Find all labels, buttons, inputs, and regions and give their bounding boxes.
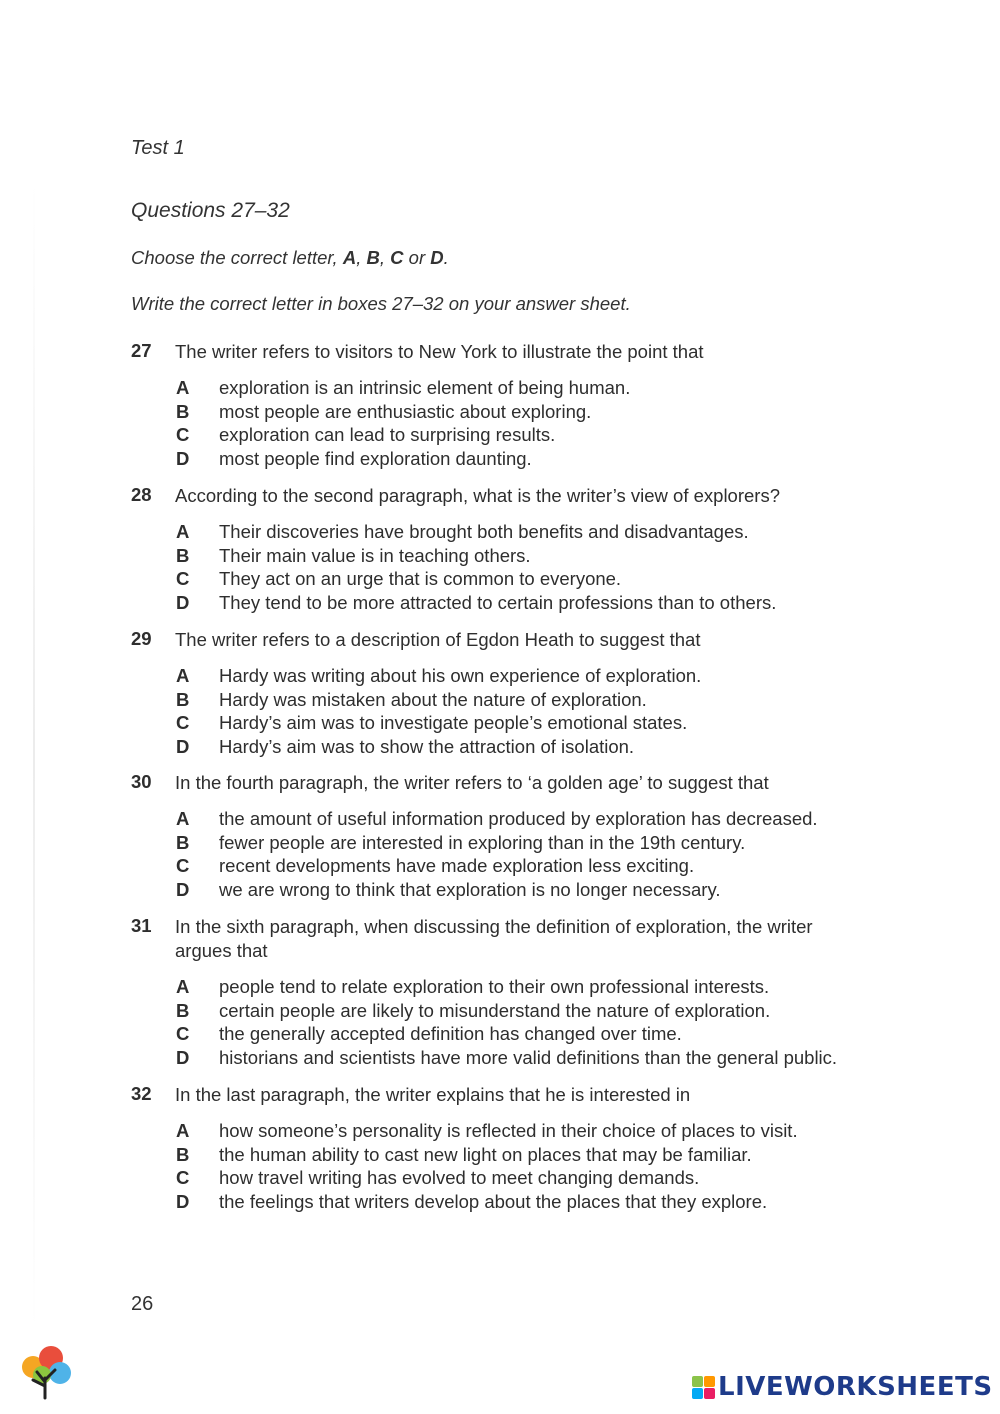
option-c[interactable]	[176, 1022, 901, 1046]
option-letter: A	[176, 1119, 190, 1141]
option-text: how travel writing has evolved to meet changing demands.	[219, 1167, 700, 1189]
option-a[interactable]	[176, 664, 901, 688]
option-d[interactable]	[176, 447, 901, 471]
options-list	[176, 975, 901, 1070]
question-number: 32	[131, 1083, 152, 1104]
question-29	[131, 628, 901, 759]
option-letter: C	[176, 1023, 190, 1045]
option-letter: C	[176, 1167, 190, 1189]
instruction-choose-letter: Choose the correct letter, A, B, C or D.	[131, 247, 449, 268]
question-number: 31	[131, 915, 152, 936]
option-b[interactable]	[176, 400, 901, 424]
option-b[interactable]	[176, 688, 901, 712]
option-text: the generally accepted definition has changed over time.	[219, 1023, 682, 1045]
option-text: how someone’s personality is reflected in their choice of places to visit.	[219, 1119, 798, 1141]
badge-tile	[692, 1388, 703, 1399]
option-letter: C	[176, 712, 190, 734]
option-letter: D	[176, 735, 190, 757]
option-c[interactable]	[176, 423, 901, 447]
option-d[interactable]	[176, 591, 901, 615]
option-d[interactable]	[176, 878, 901, 902]
option-text: the human ability to cast new light on places that may be familiar.	[219, 1143, 752, 1165]
brand-badge-icon	[692, 1376, 715, 1399]
liveworksheets-brand[interactable]	[692, 1372, 993, 1402]
option-text: exploration can lead to surprising results.	[219, 424, 556, 446]
option-text: certain people are likely to misunderstand the nature of exploration.	[219, 999, 771, 1021]
question-stem: The writer refers to visitors to New York to illustrate the point that	[175, 341, 704, 362]
option-letter: B	[176, 400, 190, 422]
option-text: Hardy’s aim was to investigate people’s emotional states.	[219, 712, 688, 734]
option-a[interactable]	[176, 975, 901, 999]
question-number: 28	[131, 484, 152, 505]
option-b[interactable]	[176, 544, 901, 568]
option-text: Hardy’s aim was to show the attraction of isolation.	[219, 735, 635, 757]
question-32	[131, 1083, 901, 1214]
option-b[interactable]	[176, 999, 901, 1023]
option-letter: B	[176, 999, 190, 1021]
option-d[interactable]	[176, 1190, 901, 1214]
option-text: the feelings that writers develop about the places that they explore.	[219, 1190, 768, 1212]
brand-wordmark: LIVEWORKSHEETS	[718, 1372, 993, 1402]
option-text: Their main value is in teaching others.	[219, 544, 531, 566]
question-stem: In the last paragraph, the writer explains that he is interested in	[175, 1084, 691, 1105]
section-title: Questions 27–32	[131, 199, 290, 222]
option-letter: C	[176, 855, 190, 877]
option-b[interactable]	[176, 831, 901, 855]
options-list	[176, 1119, 901, 1214]
option-a[interactable]	[176, 1119, 901, 1143]
options-list	[176, 807, 901, 902]
options-list	[176, 520, 901, 615]
question-stem: In the fourth paragraph, the writer refers to ‘a golden age’ to suggest that	[175, 772, 769, 793]
option-text: historians and scientists have more valid definitions than the general public.	[219, 1046, 838, 1068]
option-c[interactable]	[176, 567, 901, 591]
option-a[interactable]	[176, 520, 901, 544]
option-c[interactable]	[176, 854, 901, 878]
option-c[interactable]	[176, 1166, 901, 1190]
option-d[interactable]	[176, 735, 901, 759]
option-text: They act on an urge that is common to everyone.	[219, 568, 622, 590]
option-letter: A	[176, 807, 190, 829]
option-a[interactable]	[176, 376, 901, 400]
option-text: Their discoveries have brought both benefits and disadvantages.	[219, 520, 749, 542]
question-number: 30	[131, 771, 152, 792]
option-letter: A	[176, 520, 190, 542]
option-letter: D	[176, 447, 190, 469]
option-letter: B	[176, 831, 190, 853]
option-letter: B	[176, 1143, 190, 1165]
options-list	[176, 376, 901, 471]
running-head: Test 1	[131, 137, 185, 159]
option-text: most people are enthusiastic about exploring.	[219, 400, 592, 422]
option-text: we are wrong to think that exploration is no longer necessary.	[219, 878, 721, 900]
option-letter: A	[176, 664, 190, 686]
option-letter: D	[176, 878, 190, 900]
option-c[interactable]	[176, 711, 901, 735]
instruction-answer-sheet: Write the correct letter in boxes 27–32 on your answer sheet.	[131, 293, 631, 314]
question-30	[131, 771, 901, 902]
option-b[interactable]	[176, 1143, 901, 1167]
question-stem: According to the second paragraph, what is the writer’s view of explorers?	[175, 485, 780, 506]
option-text: most people find exploration daunting.	[219, 447, 532, 469]
option-letter: A	[176, 975, 190, 997]
option-text: the amount of useful information produced by exploration has decreased.	[219, 807, 818, 829]
question-27	[131, 340, 901, 471]
page-number: 26	[131, 1293, 154, 1315]
question-28	[131, 484, 901, 615]
option-text: Hardy was writing about his own experience of exploration.	[219, 664, 702, 686]
option-d[interactable]	[176, 1046, 901, 1070]
option-letter: D	[176, 1046, 190, 1068]
question-number: 27	[131, 340, 152, 361]
question-31	[131, 915, 901, 1070]
option-text: exploration is an intrinsic element of being human.	[219, 376, 631, 398]
question-number: 29	[131, 628, 152, 649]
option-letter: A	[176, 376, 190, 398]
option-letter: D	[176, 591, 190, 613]
option-letter: C	[176, 424, 190, 446]
option-letter: B	[176, 688, 190, 710]
option-text: people tend to relate exploration to their own professional interests.	[219, 975, 770, 997]
badge-tile	[704, 1376, 715, 1387]
option-letter: C	[176, 568, 190, 590]
option-text: They tend to be more attracted to certain professions than to others.	[219, 591, 777, 613]
option-letter: B	[176, 544, 190, 566]
option-text: fewer people are interested in exploring than in the 19th century.	[219, 831, 746, 853]
scan-margin-shadow	[33, 180, 35, 1330]
option-text: Hardy was mistaken about the nature of exploration.	[219, 688, 647, 710]
option-letter: D	[176, 1190, 190, 1212]
option-text: recent developments have made exploration less exciting.	[219, 855, 695, 877]
option-a[interactable]	[176, 807, 901, 831]
tree-logo-icon	[15, 1342, 75, 1400]
badge-tile	[692, 1376, 703, 1387]
badge-tile	[704, 1388, 715, 1399]
options-list	[176, 664, 901, 759]
question-stem: In the sixth paragraph, when discussing the definition of exploration, the writer argues that	[175, 916, 813, 961]
question-stem: The writer refers to a description of Egdon Heath to suggest that	[175, 629, 701, 650]
